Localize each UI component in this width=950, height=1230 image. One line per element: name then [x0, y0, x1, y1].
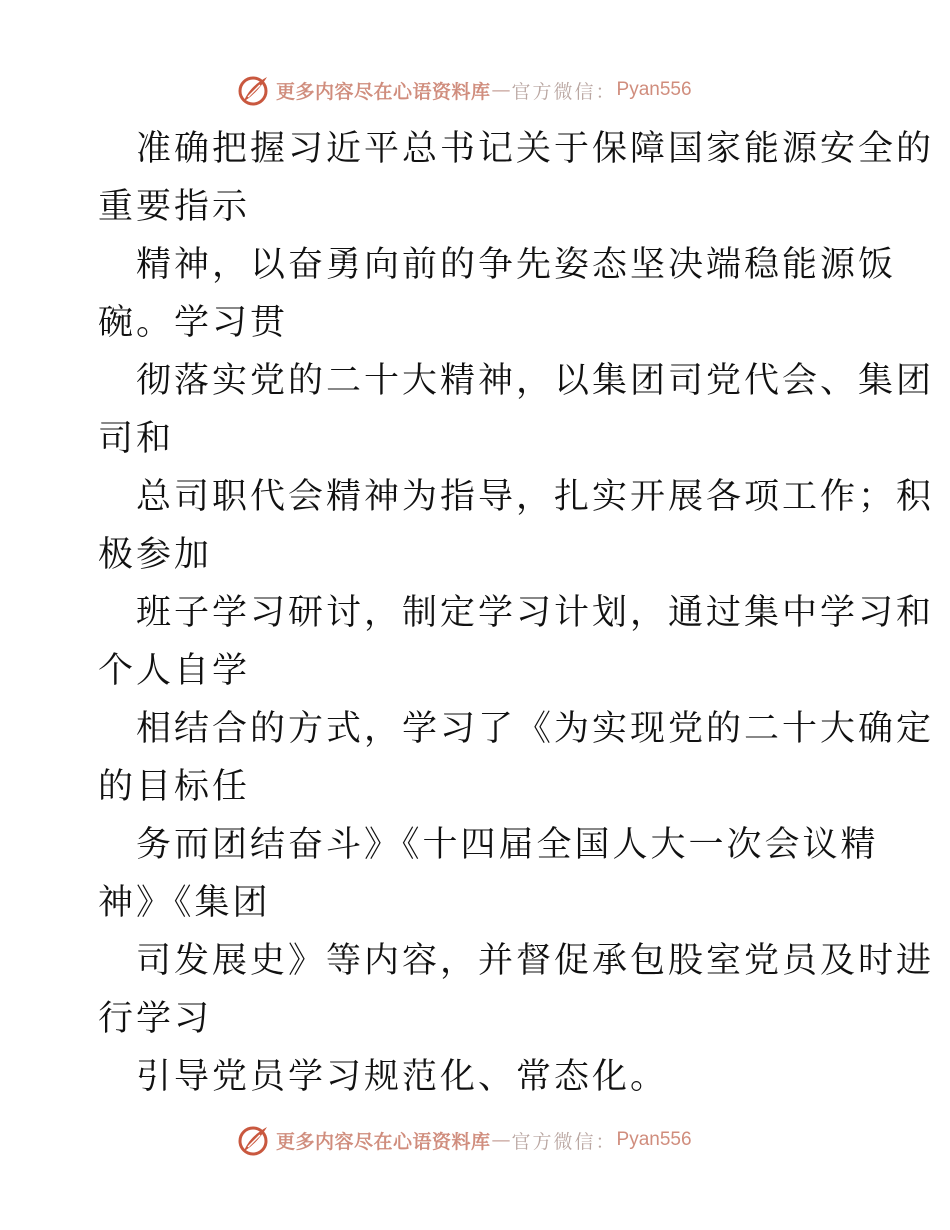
- watermark-brand-text: 更多内容尽在心语资料库: [276, 80, 491, 103]
- paragraph-line: 神》《集团: [98, 883, 271, 923]
- watermark-dash: —: [491, 79, 511, 101]
- paragraph-line: 行学习: [98, 999, 213, 1039]
- paragraph-line: 相结合的方式，学习了《为实现党的二十大确定: [136, 709, 935, 749]
- watermark-wechat-id: Pyan556: [616, 1129, 692, 1150]
- document-body: [98, 120, 935, 1106]
- footer-watermark: [236, 1120, 692, 1160]
- watermark-brand-text: 更多内容尽在心语资料库: [276, 1130, 491, 1153]
- paragraph-line: 准确把握习近平总书记关于保障国家能源安全的: [136, 129, 935, 169]
- quill-logo-icon: [236, 73, 270, 107]
- paragraph-line: 的目标任: [98, 767, 251, 807]
- paragraph-line: 引导党员学习规范化、常态化。: [136, 1057, 669, 1097]
- quill-logo-icon: [236, 1123, 270, 1157]
- paragraph-line: 彻落实党的二十大精神，以集团司党代会、集团: [136, 361, 935, 401]
- watermark-official-label: 官方微信：: [511, 80, 617, 103]
- watermark-dash: —: [491, 1129, 511, 1151]
- paragraph-line: 重要指示: [98, 187, 251, 227]
- paragraph-line: 司和: [98, 419, 175, 459]
- header-watermark: [236, 70, 692, 110]
- paragraph-line: 总司职代会精神为指导，扎实开展各项工作；积: [136, 477, 935, 517]
- paragraph-line: 司发展史》等内容，并督促承包股室党员及时进: [136, 941, 935, 981]
- watermark-official-label: 官方微信：: [511, 1130, 617, 1153]
- paragraph-line: 碗。学习贯: [98, 303, 289, 343]
- paragraph-line: 个人自学: [98, 651, 251, 691]
- paragraph-line: 精神，以奋勇向前的争先姿态坚决端稳能源饭: [136, 245, 897, 285]
- paragraph-line: 务而团结奋斗》《十四届全国人大一次会议精: [136, 825, 879, 865]
- paragraph-line: 班子学习研讨，制定学习计划，通过集中学习和: [136, 593, 935, 633]
- paragraph-line: 极参加: [98, 535, 213, 575]
- watermark-wechat-id: Pyan556: [616, 79, 692, 100]
